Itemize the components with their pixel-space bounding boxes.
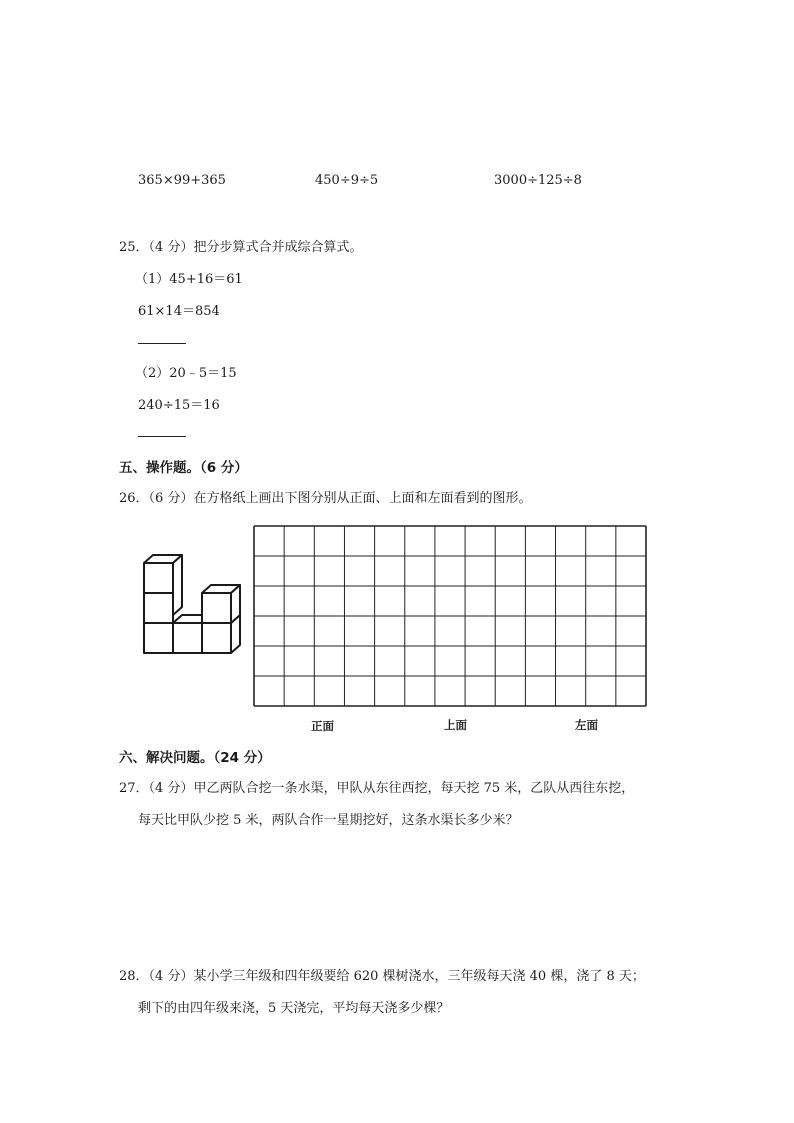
grid-label-left: 左面 (575, 718, 598, 732)
grid-label-top: 上面 (444, 718, 467, 732)
section5-heading: 五、操作题。（6 分） (119, 460, 248, 476)
q26-prompt: 26．（6 分）在方格纸上画出下图分别从正面、上面和左面看到的图形。 (119, 491, 532, 506)
q28-line2: 剩下的由四年级来浇，5 天浇完，平均每天浇多少棵？ (138, 1001, 450, 1016)
q27-line1: 27．（4 分）甲乙两队合挖一条水渠，甲队从东往西挖，每天挖 75 米，乙队从西往东挖， (119, 781, 635, 796)
q25-part2-step2: 240÷15＝16 (138, 398, 220, 413)
q27-line2: 每天比甲队少挖 5 米，两队合作一星期挖好，这条水渠长多少米？ (138, 813, 519, 828)
q25-part1-step1: （1）45+16＝61 (135, 272, 243, 287)
q25-prompt: 25．（4 分）把分步算式合并成综合算式。 (119, 240, 363, 255)
q25-part1-answer-blank[interactable] (138, 343, 186, 344)
calc-expression-1: 365×99+365 (138, 173, 226, 188)
section6-heading: 六、解决问题。（24 分） (119, 750, 271, 766)
q25-part2-step1: （2）20﹣5＝15 (135, 366, 237, 381)
q28-line1: 28．（4 分）某小学三年级和四年级要给 620 棵树浇水，三年级每天浇 40 棵，浇了 8 天； (119, 969, 645, 984)
calc-expression-2: 450÷9÷5 (315, 173, 379, 188)
calc-expression-3: 3000÷125÷8 (494, 173, 582, 188)
grid-paper[interactable] (254, 518, 646, 708)
q25-part2-answer-blank[interactable] (138, 436, 186, 437)
cube-figure (130, 545, 245, 660)
grid-label-front: 正面 (311, 719, 334, 733)
q25-part1-step2: 61×14＝854 (138, 304, 220, 319)
